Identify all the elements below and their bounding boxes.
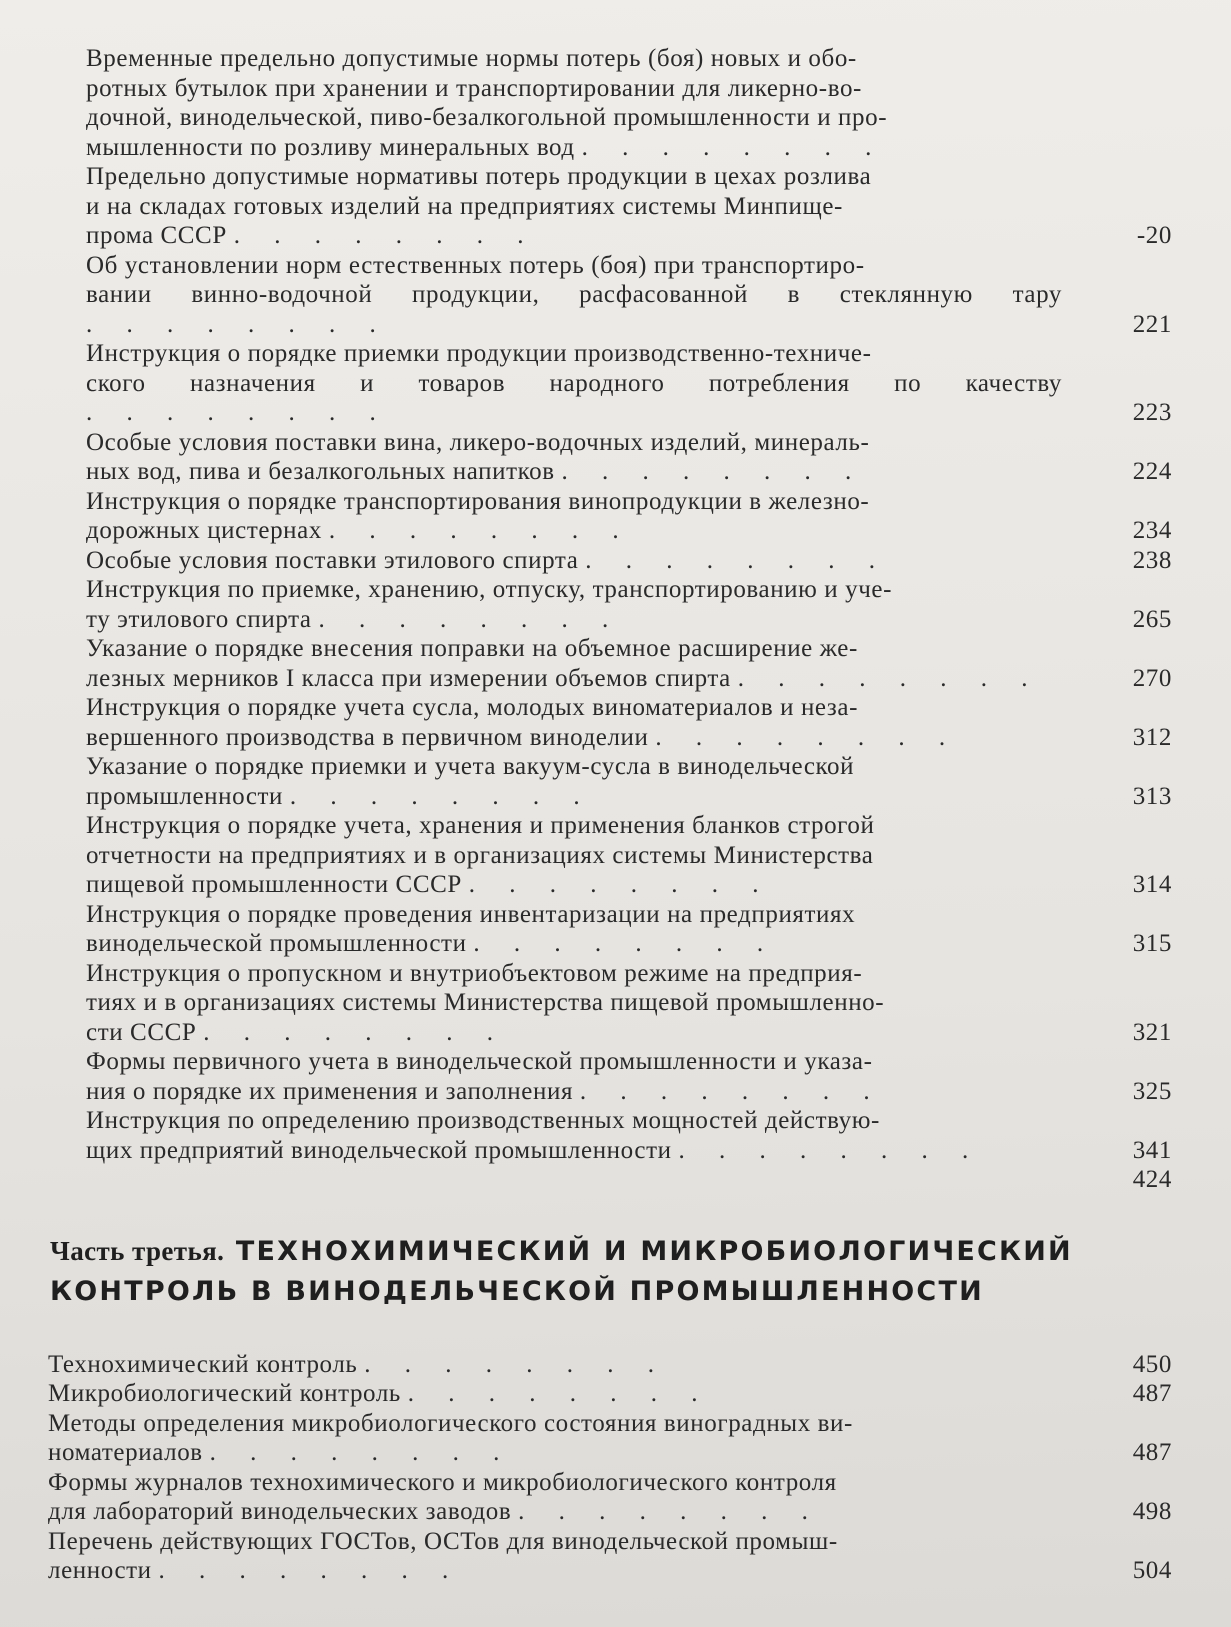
toc-entry-page: 504 (1132, 1557, 1172, 1584)
toc-entry-title (86, 428, 1102, 487)
toc-entry-line: ния о порядке их применения и заполнения (86, 1077, 574, 1105)
toc-entry-title (86, 1106, 1102, 1165)
toc-entry-line: Технохимический контроль (48, 1350, 358, 1378)
toc-entry (86, 162, 1172, 251)
leader-dots: . . . . . . . . (407, 1380, 712, 1407)
leader-dots: . . . . . . . . (561, 458, 866, 485)
toc-entry-page: 270 (1132, 664, 1172, 692)
toc-entry (48, 1379, 1172, 1409)
toc-entry (48, 1409, 1172, 1468)
toc-entry (86, 575, 1172, 634)
toc-entry-title (86, 44, 1102, 162)
toc-entry-line: Инструкция о порядке проведения инвентаризации на предприятиях (86, 900, 856, 928)
toc-entry (86, 900, 1172, 959)
toc-entry-line: Перечень действующих ГОСТов, ОСТов для винодельческой промыш- (48, 1527, 838, 1555)
toc-entry-title (48, 1468, 1102, 1527)
toc-entry-line: ных вод, пива и безалкогольных напитков (86, 458, 555, 485)
toc-entry-line: Методы определения микробиологического состояния виноградных ви- (48, 1409, 853, 1437)
leader-dots: . . . . . . . . (585, 546, 890, 574)
part-heading-title: ТЕХНОХИМИЧЕСКИЙ И МИКРОБИОЛОГИЧЕСКИЙ (235, 1235, 1073, 1267)
part-heading-title-line2: КОНТРОЛЬ В ВИНОДЕЛЬЧЕСКОЙ ПРОМЫШЛЕННОСТИ (50, 1275, 984, 1307)
toc-entry-line: сти СССР (86, 1018, 197, 1046)
leader-dots: . . . . . . . . (158, 1557, 463, 1584)
toc-entry (86, 546, 1172, 576)
toc-entry (86, 428, 1172, 487)
toc-entry (86, 44, 1172, 162)
toc-entry (86, 959, 1172, 1048)
toc-entry-line: отчетности на предприятиях и в организациях системы Министерства (86, 841, 874, 869)
toc-entry-page: 341 (1132, 1136, 1172, 1164)
toc-entry-page: 312 (1132, 723, 1172, 751)
toc-entry-title (48, 1409, 1102, 1468)
toc-entry (86, 1047, 1172, 1106)
toc-entry-line: вершенного производства в первичном виноделии (86, 723, 649, 751)
toc-entry (48, 1350, 1172, 1380)
toc-entry-page: 487 (1132, 1439, 1172, 1466)
toc-entry-page-row (86, 1165, 1172, 1195)
toc-entry-line: мышленности по розливу минеральных вод (86, 133, 575, 161)
toc-entry-line: пищевой промышленности СССР (86, 871, 462, 898)
leader-dots: . . . . . . . . (364, 1350, 669, 1378)
toc-entry-page: 314 (1132, 871, 1172, 898)
toc-entry-line: тиях и в организациях системы Министерства пищевой промышленно- (86, 989, 885, 1016)
toc-entry-page: 450 (1132, 1350, 1172, 1378)
toc-entry-line: ского назначения и товаров народного потребления по качеству (86, 369, 1062, 397)
leader-dots: . . . . . . . . (86, 310, 390, 338)
toc-entry-line: и на складах готовых изделий на предприятиях системы Минпище- (86, 192, 843, 220)
leader-dots: . . . . . . . . (579, 1077, 884, 1105)
toc-entry-title (86, 1047, 1102, 1106)
toc-entry (86, 487, 1172, 546)
toc-entry-title (48, 1527, 1102, 1586)
toc-entry-title (86, 959, 1102, 1048)
toc-entry-page: 313 (1132, 782, 1172, 810)
toc-entry-line: щих предприятий винодельческой промышленности (86, 1136, 672, 1164)
toc-entry-line: дорожных цистернах (86, 517, 322, 544)
leader-dots: . . . . . . . . (233, 222, 538, 249)
toc-entry-line: промышленности (86, 782, 284, 810)
leader-dots: . . . . . . . . (86, 399, 390, 426)
leader-dots: . . . . . . . . (468, 871, 773, 898)
part-heading (50, 1231, 1172, 1312)
toc-entry-page: 224 (1132, 458, 1172, 485)
toc-entry (86, 693, 1172, 752)
toc-entry-title (86, 634, 1102, 693)
toc-entry (86, 811, 1172, 900)
toc-entry-title (86, 811, 1102, 900)
toc-entry (48, 1527, 1172, 1586)
leader-dots: . . . . . . . . (473, 930, 778, 957)
toc-entry-title (86, 162, 1102, 251)
toc-entry-title (86, 487, 1102, 546)
toc-entry-page: 238 (1132, 546, 1172, 574)
toc-entry-line: Формы первичного учета в винодельческой промышленности и указа- (86, 1048, 873, 1075)
toc-entry-line: Указание о порядке внесения поправки на объемное расширение же- (86, 635, 858, 662)
toc-entry-line: Особые условия поставки вина, ликеро-водочных изделий, минераль- (86, 428, 870, 456)
toc-section-part3 (48, 1350, 1172, 1586)
toc-entry (86, 251, 1172, 340)
toc-entry-line: ротных бутылок при хранении и транспортировании для ликерно-во- (86, 74, 862, 102)
toc-entry-page: 325 (1132, 1077, 1172, 1105)
leader-dots: . . . . . . . . (581, 133, 886, 161)
toc-entry-line: Инструкция о порядке учета, хранения и применения бланков строгой (86, 812, 875, 839)
toc-entry-line: лезных мерников I класса при измерении объемов спирта (86, 664, 731, 692)
toc-entry-title (86, 752, 1102, 811)
toc-entry-line: дочной, винодельческой, пиво-безалкогольной промышленности и про- (86, 104, 888, 131)
leader-dots: . . . . . . . . (318, 605, 623, 633)
toc-entry-page: 315 (1132, 930, 1172, 957)
toc-entry (86, 752, 1172, 811)
toc-entry-line: Особые условия поставки этилового спирта (86, 546, 579, 574)
leader-dots: . . . . . . . . (678, 1136, 983, 1164)
toc-entry-line: для лабораторий винодельческих заводов (48, 1498, 512, 1525)
toc-entry-page: 221 (1132, 310, 1172, 338)
toc-entry-page: 234 (1132, 517, 1172, 544)
leader-dots: . . . . . . . . (518, 1498, 822, 1525)
toc-entry-line: вании винно-водочной продукции, расфасованной в стеклянную тару (86, 281, 1062, 308)
toc-section-part2 (62, 44, 1172, 1195)
toc-entry-page: 265 (1132, 605, 1172, 633)
leader-dots: . . . . . . . . (203, 1018, 507, 1046)
toc-entry-title (86, 251, 1102, 340)
toc-entry-line: ленности (48, 1557, 152, 1584)
toc-entry-title (48, 1379, 1102, 1409)
toc-entry-line: Инструкция о порядке учета сусла, молодых виноматериалов и неза- (86, 694, 859, 721)
toc-entry-line: Инструкция о пропускном и внутриобъектовом режиме на предприя- (86, 959, 863, 987)
leader-dots: . . . . . . . . (209, 1439, 514, 1466)
toc-entry-line: Инструкция о порядке транспортирования винопродукции в железно- (86, 487, 870, 515)
toc-entry-line: номатериалов (48, 1439, 203, 1466)
toc-entry-page: 223 (1132, 399, 1172, 426)
part-heading-lead: Часть третья. (50, 1235, 225, 1266)
toc-entry (86, 634, 1172, 693)
toc-entry (86, 339, 1172, 428)
toc-entry-title (86, 575, 1102, 634)
toc-entry-title (48, 1350, 1102, 1380)
toc-entry-line: Формы журналов технохимического и микробиологического контроля (48, 1468, 837, 1496)
toc-entry-line: Предельно допустимые нормативы потерь продукции в цехах розлива (86, 163, 872, 190)
toc-entry-page: 424 (1132, 1166, 1172, 1193)
toc-entry-line: прома СССР (86, 222, 227, 249)
toc-entry-line: Микробиологический контроль (48, 1380, 401, 1407)
toc-entry-page: 487 (1132, 1380, 1172, 1407)
toc-entry-page: -20 (1136, 222, 1172, 249)
toc-entry-line: Временные предельно допустимые нормы потерь (боя) новых и обо- (86, 45, 857, 72)
toc-entry-line: Указание о порядке приемки и учета вакуум-сусла в винодельческой (86, 753, 855, 780)
toc-entry-line: винодельческой промышленности (86, 930, 467, 957)
toc-entry-line: ту этилового спирта (86, 605, 312, 633)
toc-entry-title (86, 339, 1102, 428)
leader-dots: . . . . . . . . (655, 723, 960, 751)
toc-entry-line: Инструкция по приемке, хранению, отпуску, транспортированию и уче- (86, 576, 893, 603)
toc-entry-title (86, 693, 1102, 752)
toc-entry-line: Инструкция по определению производственных мощностей действую- (86, 1107, 880, 1134)
toc-entry-title (86, 900, 1102, 959)
toc-entry-page: 321 (1132, 1018, 1172, 1046)
toc-entry (48, 1468, 1172, 1527)
toc-entry-page: 498 (1132, 1498, 1172, 1525)
toc-entry-line: Инструкция о порядке приемки продукции производственно-техниче- (86, 340, 872, 367)
leader-dots: . . . . . . . . (328, 517, 633, 544)
leader-dots: . . . . . . . . (737, 664, 1042, 692)
leader-dots: . . . . . . . . (289, 782, 594, 810)
toc-entry (86, 1106, 1172, 1165)
toc-entry-line: Об установлении норм естественных потерь (боя) при транспортиро- (86, 251, 865, 279)
toc-entry-title (86, 546, 1102, 576)
table-of-contents (48, 44, 1172, 1586)
